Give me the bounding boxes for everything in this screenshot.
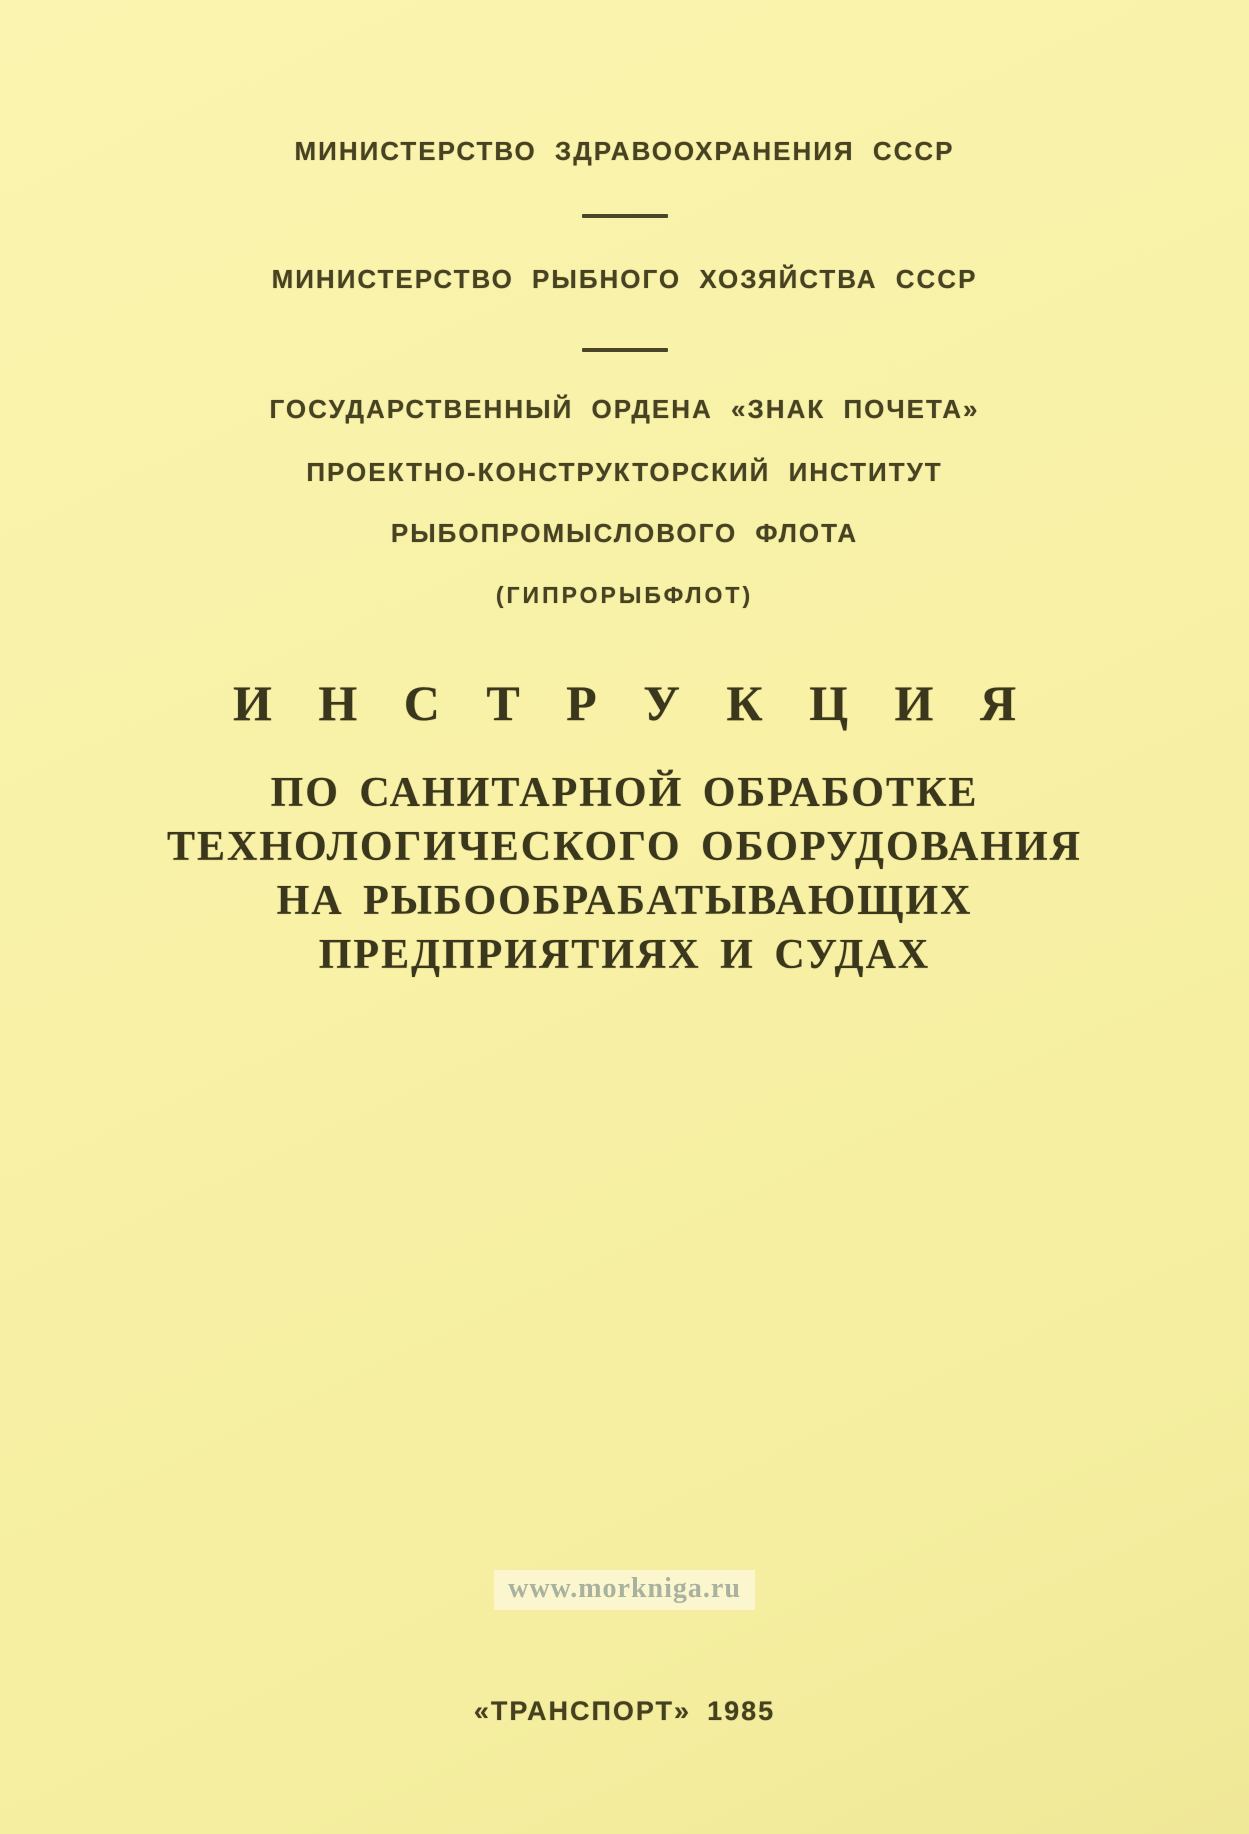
book-title: И Н С Т Р У К Ц И Я [232, 675, 1034, 731]
publication-year: 1985 [707, 1696, 776, 1726]
institute-line-2: ПРОЕКТНО-КОНСТРУКТОРСКИЙ ИНСТИТУТ [306, 457, 943, 487]
title-block [0, 675, 1249, 982]
ministries-header [0, 134, 1249, 612]
imprint-line [0, 1696, 1249, 1727]
subtitle-line: ТЕХНОЛОГИЧЕСКОГО ОБОРУДОВАНИЯ [167, 824, 1082, 870]
subtitle-line: ПО САНИТАРНОЙ ОБРАБОТКЕ [270, 770, 979, 816]
ministry-health-line: МИНИСТЕРСТВО ЗДРАВООХРАНЕНИЯ СССР [294, 136, 955, 166]
watermark-url: www.morkniga.ru [494, 1570, 755, 1610]
ministry-fish-line: МИНИСТЕРСТВО РЫБНОГО ХОЗЯЙСТВА СССР [271, 264, 978, 294]
institute-abbreviation: (ГИПРОРЫБФЛОТ) [495, 582, 754, 608]
subtitle-line: НА РЫБООБРАБАТЫВАЮЩИХ [276, 878, 973, 924]
divider-rule [582, 348, 668, 352]
institute-line-3: РЫБОПРОМЫСЛОВОГО ФЛОТА [390, 518, 859, 548]
institute-line-1: ГОСУДАРСТВЕННЫЙ ОРДЕНА «ЗНАК ПОЧЕТА» [269, 394, 980, 424]
book-subtitle [0, 766, 1249, 982]
watermark-row [0, 1570, 1249, 1610]
publisher-name: «ТРАНСПОРТ» [473, 1696, 692, 1726]
divider-rule [582, 214, 668, 218]
subtitle-line: ПРЕДПРИЯТИЯХ И СУДАХ [318, 932, 931, 978]
